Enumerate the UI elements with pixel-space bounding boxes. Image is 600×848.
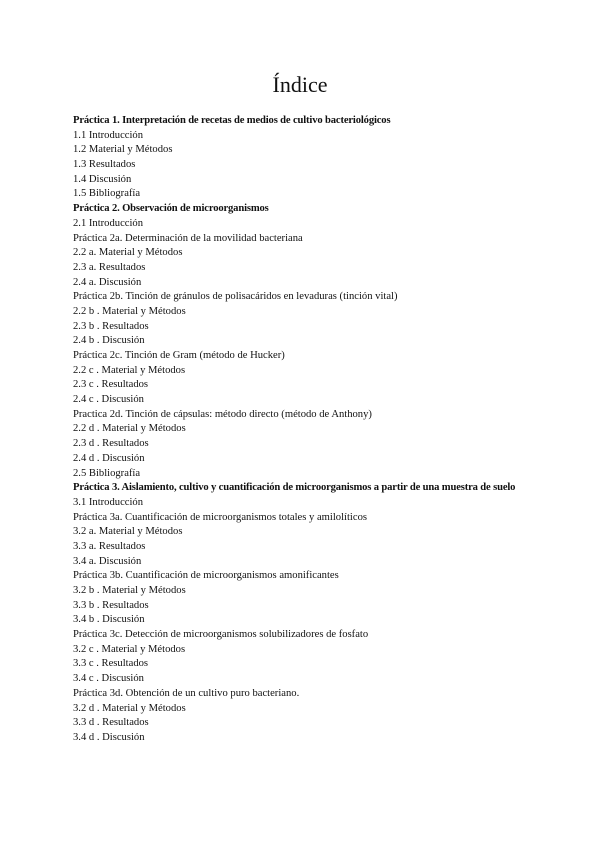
toc-entry: Práctica 2a. Determinación de la movilidad bacteriana bbox=[73, 232, 303, 244]
toc-entry: 3.4 d . Discusión bbox=[73, 731, 145, 743]
toc-entry: 2.4 b . Discusión bbox=[73, 335, 145, 347]
toc-entry: 3.2 d . Material y Métodos bbox=[73, 702, 186, 714]
toc-entry: 1.5 Bibliografía bbox=[73, 188, 141, 200]
toc-entry: 3.3 d . Resultados bbox=[73, 717, 149, 729]
toc-entry: 3.1 Introducción bbox=[73, 496, 144, 508]
toc-entry: 3.4 b . Discusión bbox=[73, 614, 145, 626]
toc-entry: 2.2 d . Material y Métodos bbox=[73, 423, 186, 435]
toc-entry: 2.3 b . Resultados bbox=[73, 320, 149, 332]
toc-entry: 3.4 a. Discusión bbox=[73, 555, 142, 567]
toc-entry: Práctica 3d. Obtención de un cultivo puro bacteriano. bbox=[73, 687, 300, 699]
toc-entry: 3.2 b . Material y Métodos bbox=[73, 585, 186, 596]
table-of-contents bbox=[73, 114, 535, 746]
toc-entry: 2.4 d . Discusión bbox=[73, 452, 145, 464]
toc-entry: Practica 2d. Tinción de cápsulas: método directo (método de Anthony) bbox=[73, 408, 372, 420]
toc-entry: Práctica 3b. Cuantificación de microorganismos amonificantes bbox=[73, 570, 339, 582]
toc-section-heading: Práctica 2. Observación de microorganismos bbox=[73, 203, 269, 215]
toc-entry: 2.2 c . Material y Métodos bbox=[73, 364, 186, 376]
toc-entry: 2.4 c . Discusión bbox=[73, 394, 144, 406]
toc-entry: Práctica 3c. Detección de microorganismos solubilizadores de fosfato bbox=[73, 629, 369, 641]
toc-entry: Práctica 2c. Tinción de Gram (método de Hucker) bbox=[73, 350, 285, 361]
toc-entry: 2.3 d . Resultados bbox=[73, 438, 149, 450]
toc-entry: 1.3 Resultados bbox=[73, 159, 136, 171]
toc-entry: 3.3 b . Resultados bbox=[73, 599, 149, 611]
toc-entry: 2.5 Bibliografía bbox=[73, 467, 141, 479]
toc-entry: 2.3 a. Resultados bbox=[73, 261, 146, 273]
toc-entry: Práctica 3a. Cuantificación de microorganismos totales y amilolíticos bbox=[73, 511, 367, 523]
toc-entry: 3.4 c . Discusión bbox=[73, 673, 144, 685]
toc-entry: 2.4 a. Discusión bbox=[73, 276, 142, 288]
toc-section-heading: Práctica 3. Aislamiento, cultivo y cuantificación de microorganismos a partir de una muestra de suelo bbox=[73, 482, 516, 494]
toc-entry: 3.2 a. Material y Métodos bbox=[73, 526, 183, 538]
toc-entry: 3.3 c . Resultados bbox=[73, 658, 149, 670]
toc-entry: Práctica 2b. Tinción de gránulos de polisacáridos en levaduras (tinción vital) bbox=[73, 291, 398, 303]
toc-section-heading: Práctica 1. Interpretación de recetas de medios de cultivo bacteriológicos bbox=[73, 115, 391, 126]
toc-entry: 2.2 b . Material y Métodos bbox=[73, 305, 186, 317]
toc-entry: 2.2 a. Material y Métodos bbox=[73, 247, 183, 259]
toc-entry: 3.2 c . Material y Métodos bbox=[73, 643, 186, 655]
toc-entry: 3.3 a. Resultados bbox=[73, 540, 146, 552]
toc-entry: 2.3 c . Resultados bbox=[73, 379, 149, 391]
page-title: Índice bbox=[272, 72, 328, 97]
toc-entry: 1.4 Discusión bbox=[73, 173, 132, 185]
toc-entry: 2.1 Introducción bbox=[73, 217, 144, 229]
toc-entry: 1.2 Material y Métodos bbox=[73, 144, 173, 156]
toc-entry: 1.1 Introducción bbox=[73, 129, 144, 141]
